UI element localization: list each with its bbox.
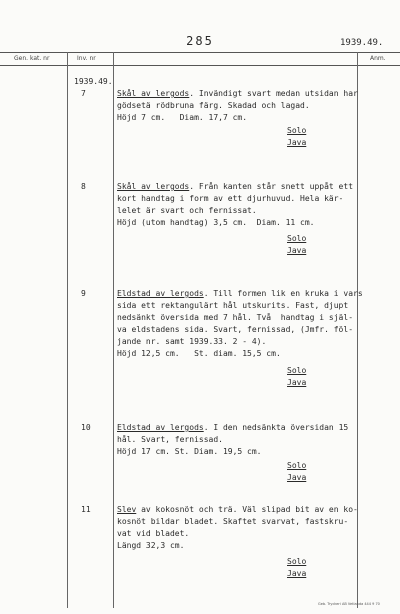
entry-line: . I den nedsänkta översidan 15 bbox=[203, 423, 349, 432]
year-header: 1939.49. bbox=[340, 38, 384, 48]
entry-line: Höjd 17 cm. St. Diam. 19,5 cm. bbox=[117, 447, 262, 456]
column-header-inv: Inv. nr bbox=[77, 55, 96, 62]
tag-region: Java bbox=[287, 473, 307, 482]
entry-line: hål. Svart, fernissad. bbox=[117, 435, 223, 444]
entry-number: 9 bbox=[81, 289, 86, 298]
entry-tags bbox=[287, 233, 306, 257]
entry-tags bbox=[287, 365, 306, 389]
entry-line: av kokosnöt och trä. Väl slipad bit av en ko- bbox=[136, 505, 358, 514]
entry-number: 8 bbox=[81, 182, 86, 191]
entry-line: kosnöt bildar bladet. Skaftet svarvat, fastskru- bbox=[117, 517, 349, 526]
margin-year: 1939.49. bbox=[74, 77, 113, 86]
printer-footer: Geb. Tryckeri AB Vetlanda 444 9 70 bbox=[318, 602, 380, 606]
tag-place: Solo bbox=[287, 234, 307, 243]
entry-number: 11 bbox=[81, 505, 91, 514]
entry-line: . Från kanten står snett uppåt ett bbox=[189, 182, 354, 191]
column-header-gen-kat: Gen. kat. nr bbox=[14, 55, 50, 62]
tag-place: Solo bbox=[287, 557, 307, 566]
entry-title: Skål av lergods bbox=[117, 182, 190, 191]
entry-line: kort handtag i form av ett djurhuvud. Hela kär- bbox=[117, 194, 344, 203]
tag-place: Solo bbox=[287, 126, 307, 135]
header-top-rule bbox=[0, 52, 400, 53]
column-header-anm: Anm. bbox=[370, 55, 386, 62]
tag-region: Java bbox=[287, 138, 307, 147]
entry-line: . Till formen lik en kruka i vars bbox=[203, 289, 363, 298]
entry-line: lelet är svart och fernissat. bbox=[117, 206, 257, 215]
tag-region: Java bbox=[287, 378, 307, 387]
entry-line: gödsetä rödbruna färg. Skadad och lagad. bbox=[117, 101, 310, 110]
entry-line: Längd 32,3 cm. bbox=[117, 541, 185, 550]
entry-title: Eldstad av lergods bbox=[117, 289, 204, 298]
entry-number: 10 bbox=[81, 423, 91, 432]
entry-title: Skål av lergods bbox=[117, 89, 190, 98]
header-bottom-rule bbox=[0, 65, 400, 66]
tag-region: Java bbox=[287, 246, 307, 255]
entry-title: Slev bbox=[117, 505, 137, 514]
entry-line: . Invändigt svart medan utsidan har bbox=[189, 89, 358, 98]
page-number: 285 bbox=[186, 34, 214, 48]
tag-place: Solo bbox=[287, 461, 307, 470]
column-divider bbox=[357, 52, 358, 608]
entry-line: va eldstadens sida. Svart, fernissad, (Jmfr. föl- bbox=[117, 325, 354, 334]
column-divider bbox=[67, 52, 68, 608]
entry-tags bbox=[287, 125, 306, 149]
entry-line: Höjd 12,5 cm. St. diam. 15,5 cm. bbox=[117, 349, 281, 358]
tag-region: Java bbox=[287, 569, 307, 578]
entry-number: 7 bbox=[81, 89, 86, 98]
entry-tags bbox=[287, 556, 306, 580]
column-divider bbox=[113, 52, 114, 608]
entry-line: Höjd 7 cm. Diam. 17,7 cm. bbox=[117, 113, 248, 122]
entry-tags bbox=[287, 460, 306, 484]
entry-line: Höjd (utom handtag) 3,5 cm. Diam. 11 cm. bbox=[117, 218, 315, 227]
tag-place: Solo bbox=[287, 366, 307, 375]
entry-line: jande nr. samt 1939.33. 2 - 4). bbox=[117, 337, 267, 346]
entry-title: Eldstad av lergods bbox=[117, 423, 204, 432]
entry-line: vat vid bladet. bbox=[117, 529, 190, 538]
entry-line: nedsänkt översida med 7 hål. Två handtag i själ- bbox=[117, 313, 354, 322]
entry-line: sida ett rektangulärt hål utskurits. Fast, djupt bbox=[117, 301, 349, 310]
